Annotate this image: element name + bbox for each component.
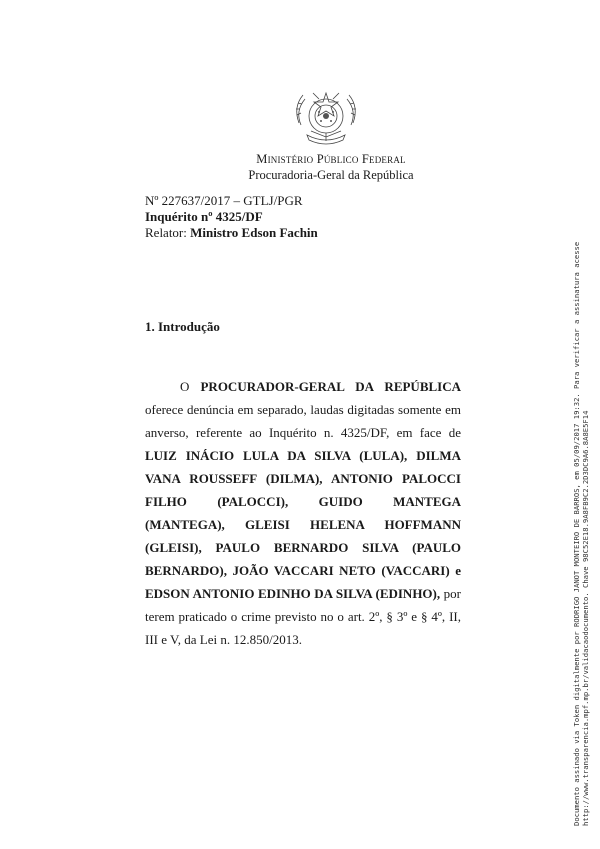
rapporteur-line bbox=[145, 225, 318, 241]
section-heading: 1. Introdução bbox=[145, 319, 220, 334]
signature-line: Documento assinado via Token digitalmente por RODRIGO JANOT MONTEIRO DE BARROS, em 05/09/2017 19:32. Para verificar a assinatura acesse bbox=[572, 241, 581, 826]
letterhead bbox=[246, 151, 416, 183]
defendants-list: LUIZ INÁCIO LULA DA SILVA (LULA), DILMA VANA ROUSSEFF (DILMA), ANTONIO PALOCCI FILHO (PALOCCI), GUIDO MANTEGA (MANTEGA), GLEISI HELENA HOFFMANN (GLEISI), PAULO BERNARDO SILVA (PAULO BERNARDO), JOÃO VACCARI NETO (VACCARI) e EDSON ANTONIO EDINHO DA SILVA (EDINHO), bbox=[145, 448, 461, 601]
coat-of-arms-emblem bbox=[289, 85, 363, 151]
rapporteur-name: Ministro Edson Fachin bbox=[190, 225, 318, 240]
document-number: Nº 227637/2017 – GTLJ/PGR bbox=[145, 193, 303, 208]
paragraph-text: por terem praticado o crime previsto no o art. 2º, § 3º e § 4º, II, III e V, da Lei n. 12.850/2013. bbox=[145, 586, 461, 647]
organization-name: Ministério Público Federal bbox=[256, 152, 406, 166]
paragraph-text: oferece denúncia em separado, laudas digitadas somente em anverso, referente ao Inquérito n. 4325/DF, em face de bbox=[145, 402, 461, 440]
body-text bbox=[145, 375, 461, 651]
digital-signature-note bbox=[572, 146, 590, 826]
document-header bbox=[145, 193, 318, 241]
organization-subunit: Procuradoria-Geral da República bbox=[248, 168, 414, 182]
rapporteur-label: Relator: bbox=[145, 225, 187, 240]
paragraph-bold-text: PROCURADOR-GERAL DA REPÚBLICA bbox=[200, 379, 461, 394]
verification-line: http://www.transparencia.mpf.mp.br/validacaodocumento. Chave 98C52E18.9A8FB9C2.2D3DC9A6.8A8E5F14 bbox=[581, 410, 590, 826]
intro-paragraph bbox=[145, 375, 461, 651]
inquiry-number: Inquérito nº 4325/DF bbox=[145, 209, 263, 224]
paragraph-text: O bbox=[180, 379, 190, 394]
